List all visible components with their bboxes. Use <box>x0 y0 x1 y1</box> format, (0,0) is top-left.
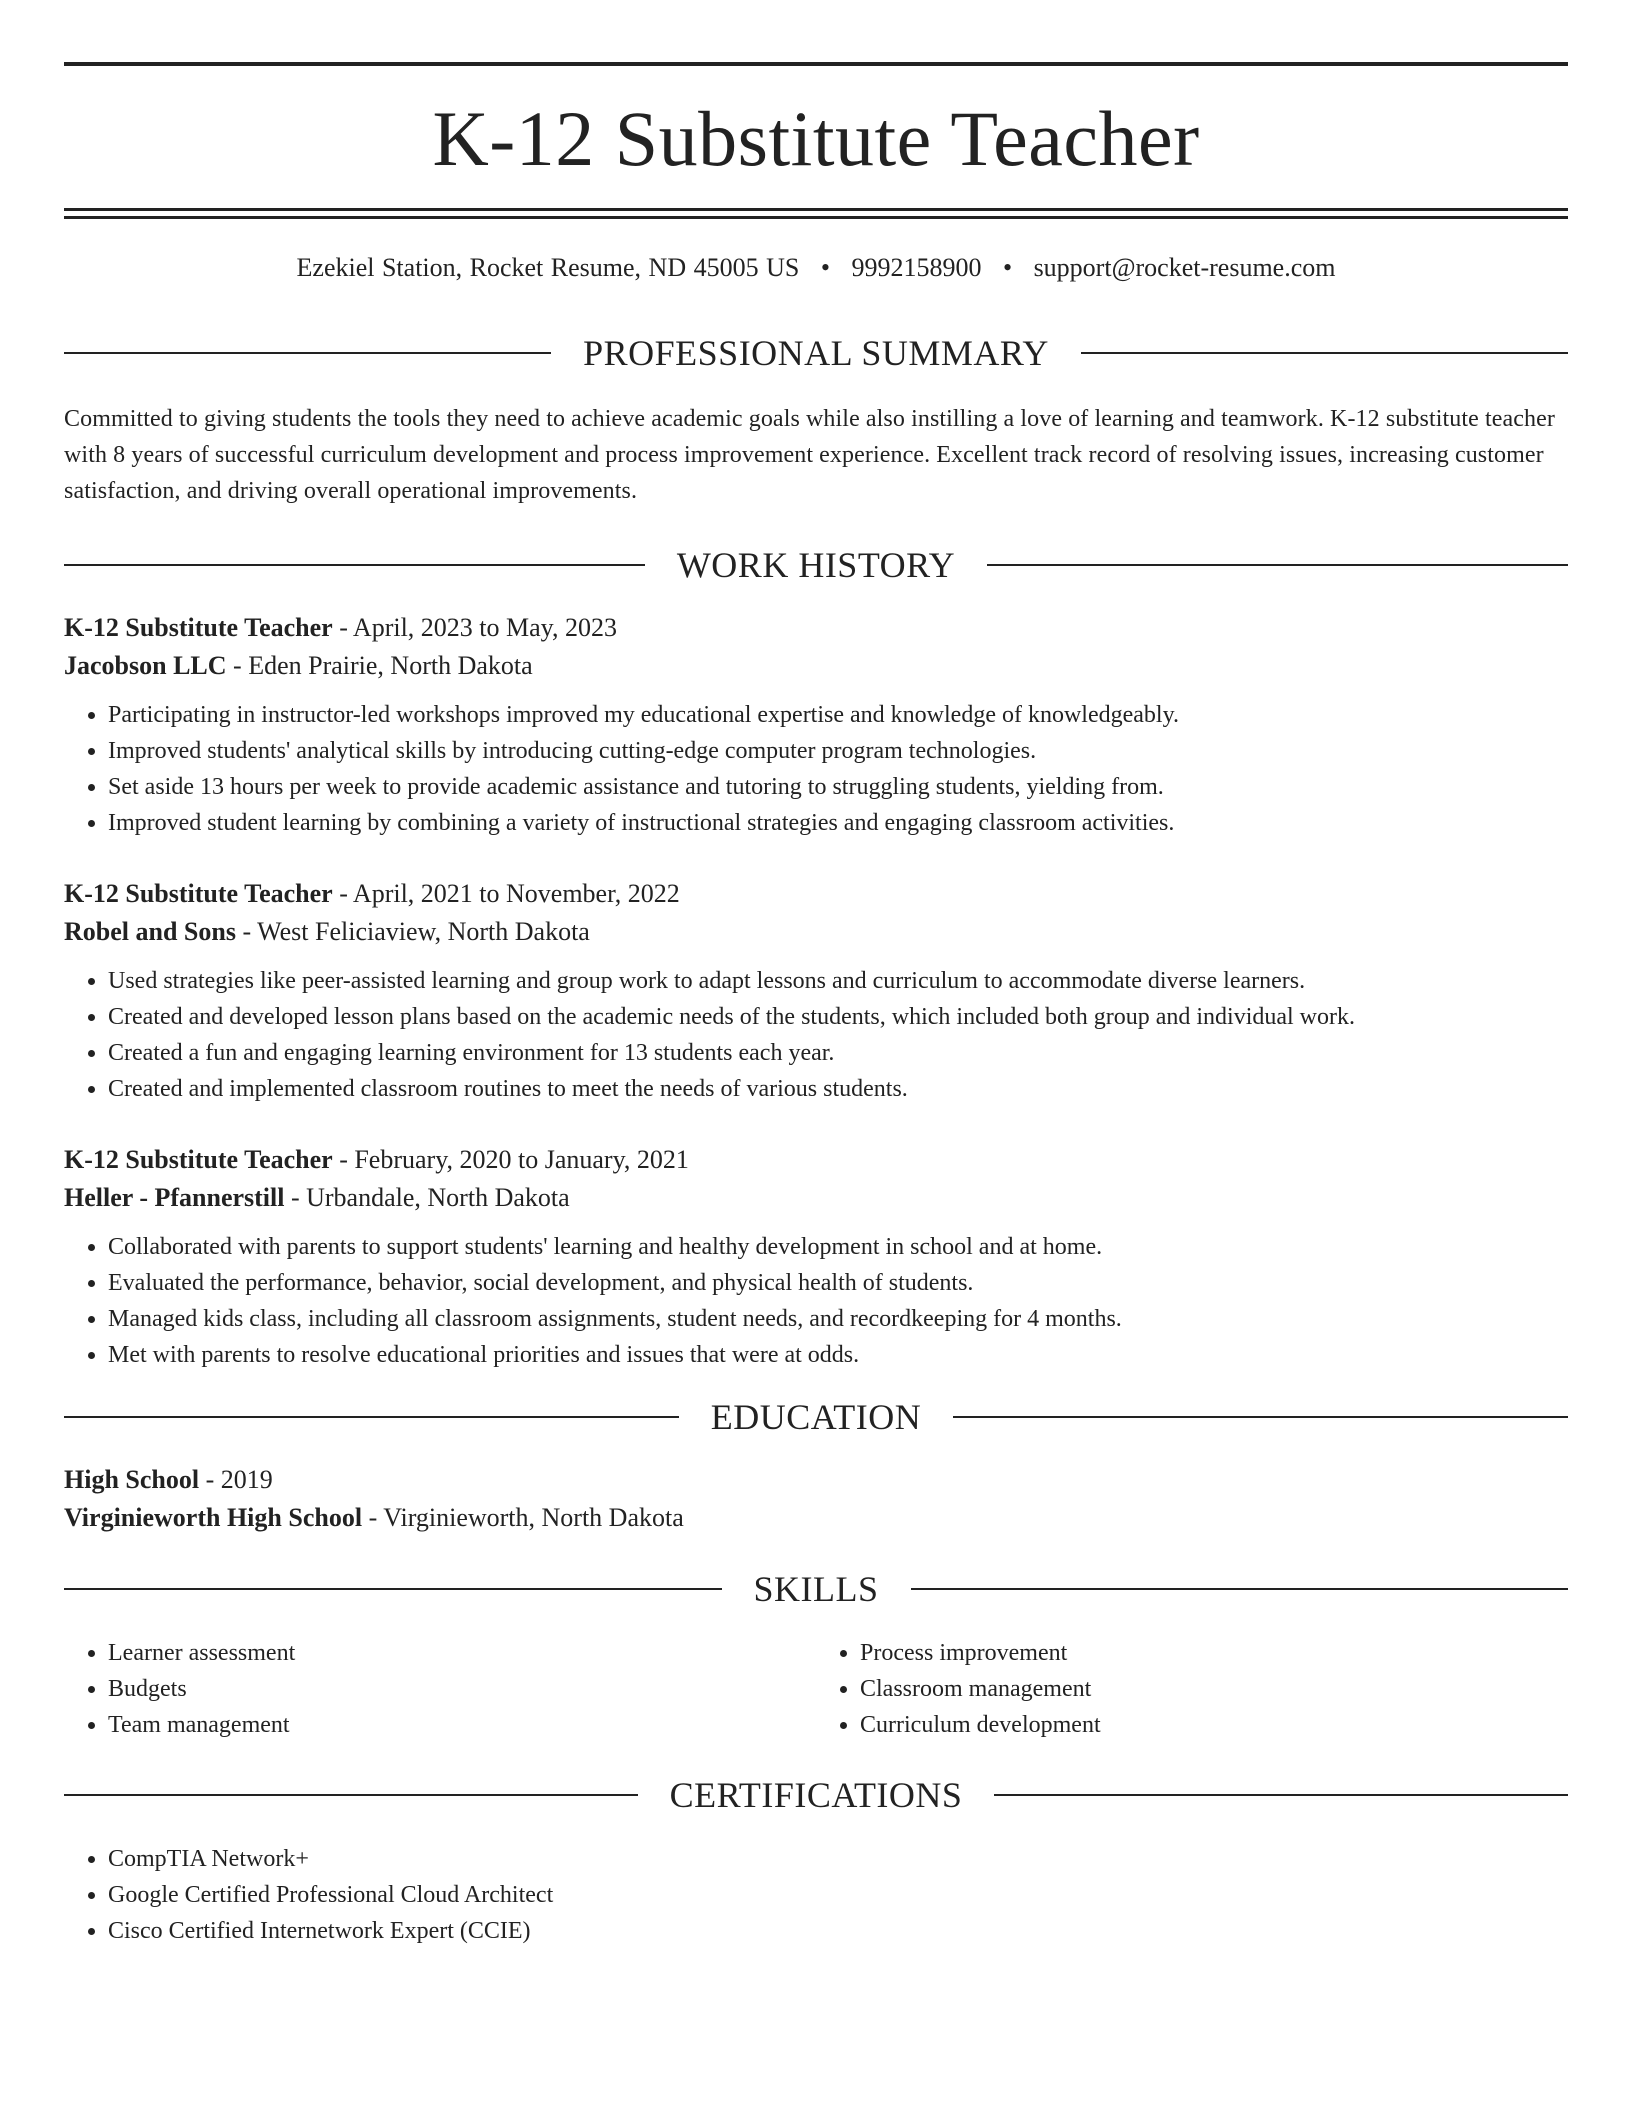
heading-rule-left <box>64 1416 679 1418</box>
section-heading-work-history <box>64 547 1568 583</box>
list-item: • Used strategies like peer-assisted learning and group work to adapt lessons and curriculum to accommodate diverse learners. <box>108 963 1568 999</box>
job-dates: - April, 2023 to May, 2023 <box>332 613 617 642</box>
education-degree: High School <box>64 1465 200 1494</box>
heading-rule-right <box>1081 352 1568 354</box>
list-item: • Improved student learning by combining a variety of instructional strategies and engaging classroom activities. <box>108 805 1568 841</box>
contact-address: Ezekiel Station, Rocket Resume, ND 45005 US <box>296 253 800 282</box>
list-item: • Created and implemented classroom routines to meet the needs of various students. <box>108 1071 1568 1107</box>
job-company-line <box>64 1179 1568 1217</box>
list-item: • Created a fun and engaging learning environment for 13 students each year. <box>108 1035 1568 1071</box>
job-dates: - April, 2021 to November, 2022 <box>332 879 680 908</box>
summary-text: Committed to giving students the tools they need to achieve academic goals while also instilling a love of learning and teamwork. K-12 substitute teacher with 8 years of successful curriculum development and process improvement experience. Excellent track record of resolving issues, increasing customer satisfaction, and driving overall operational improvements. <box>64 406 1555 504</box>
education-degree-line <box>64 1461 1568 1499</box>
certification-item: • Cisco Certified Internetwork Expert (CCIE) <box>108 1913 1568 1949</box>
list-item: • Created and developed lesson plans based on the academic needs of the students, which included both group and individual work. <box>108 999 1568 1035</box>
heading-rule-left <box>64 1588 722 1590</box>
job-company: Jacobson LLC <box>64 651 227 680</box>
list-item: • Evaluated the performance, behavior, social development, and physical health of students. <box>108 1265 1568 1301</box>
contact-phone: 9992158900 <box>851 253 982 282</box>
education-school-line <box>64 1499 1568 1537</box>
list-item: • Met with parents to resolve educational priorities and issues that were at odds. <box>108 1337 1568 1373</box>
job-title: K-12 Substitute Teacher <box>64 879 333 908</box>
education-entry <box>64 1461 1568 1537</box>
job-location: - West Feliciaview, North Dakota <box>235 917 590 946</box>
certifications-list <box>64 1841 1568 1949</box>
section-title: CERTIFICATIONS <box>669 1775 963 1815</box>
job-bullets <box>64 963 1568 1107</box>
skill-item: • Team management <box>108 1707 816 1743</box>
education-year: - 2019 <box>199 1465 273 1494</box>
certification-item: • CompTIA Network+ <box>108 1841 1568 1877</box>
list-item: • Managed kids class, including all classroom assignments, student needs, and recordkeeping for 4 months. <box>108 1301 1568 1337</box>
section-heading-summary <box>64 335 1568 371</box>
heading-rule-right <box>994 1794 1568 1796</box>
job-company: Robel and Sons <box>64 917 236 946</box>
list-item: • Improved students' analytical skills by introducing cutting-edge computer program technologies. <box>108 733 1568 769</box>
job-title-line <box>64 875 1568 913</box>
education-school: Virginieworth High School <box>64 1503 363 1532</box>
list-item: • Set aside 13 hours per week to provide academic assistance and tutoring to struggling students, yielding from. <box>108 769 1568 805</box>
job-bullets <box>64 1229 1568 1373</box>
job-company-line <box>64 647 1568 685</box>
skill-item: • Budgets <box>108 1671 816 1707</box>
job-title-line <box>64 609 1568 647</box>
resume-title: K-12 Substitute Teacher <box>432 95 1200 182</box>
list-item: • Collaborated with parents to support students' learning and healthy development in school and at home. <box>108 1229 1568 1265</box>
section-title: WORK HISTORY <box>676 545 956 585</box>
section-title: EDUCATION <box>710 1397 922 1437</box>
skill-item: • Classroom management <box>860 1671 1568 1707</box>
skill-item: • Curriculum development <box>860 1707 1568 1743</box>
section-title: PROFESSIONAL SUMMARY <box>583 333 1049 373</box>
section-heading-education <box>64 1399 1568 1435</box>
contact-line <box>64 255 1568 281</box>
job-company-line <box>64 913 1568 951</box>
heading-rule-left <box>64 564 645 566</box>
job-dates: - February, 2020 to January, 2021 <box>332 1145 689 1174</box>
job-entry <box>64 875 1568 1107</box>
top-rule <box>64 62 1568 66</box>
skills-column-right <box>816 1635 1568 1743</box>
job-location: - Eden Prairie, North Dakota <box>226 651 533 680</box>
job-company: Heller - Pfannerstill <box>64 1183 285 1212</box>
certification-item: • Google Certified Professional Cloud Architect <box>108 1877 1568 1913</box>
contact-separator: • <box>1002 253 1013 282</box>
contact-email: support@rocket-resume.com <box>1033 253 1336 282</box>
job-title: K-12 Substitute Teacher <box>64 1145 333 1174</box>
section-heading-certifications <box>64 1777 1568 1813</box>
heading-rule-left <box>64 352 551 354</box>
education-location: - Virginieworth, North Dakota <box>362 1503 684 1532</box>
skills-grid <box>64 1635 1568 1743</box>
job-entry <box>64 1141 1568 1373</box>
heading-rule-right <box>911 1588 1569 1590</box>
heading-rule-right <box>987 564 1568 566</box>
job-title: K-12 Substitute Teacher <box>64 613 333 642</box>
title-double-rule <box>64 208 1568 219</box>
skill-item: • Learner assessment <box>108 1635 816 1671</box>
skill-item: • Process improvement <box>860 1635 1568 1671</box>
contact-separator: • <box>820 253 830 282</box>
section-title: SKILLS <box>753 1569 879 1609</box>
job-location: - Urbandale, North Dakota <box>284 1183 570 1212</box>
job-title-line <box>64 1141 1568 1179</box>
section-heading-skills <box>64 1571 1568 1607</box>
job-bullets <box>64 697 1568 841</box>
skills-column-left <box>64 1635 816 1743</box>
job-entry <box>64 609 1568 841</box>
list-item: • Participating in instructor-led workshops improved my educational expertise and knowledge of knowledgeably. <box>108 697 1568 733</box>
heading-rule-left <box>64 1794 638 1796</box>
heading-rule-right <box>953 1416 1568 1418</box>
